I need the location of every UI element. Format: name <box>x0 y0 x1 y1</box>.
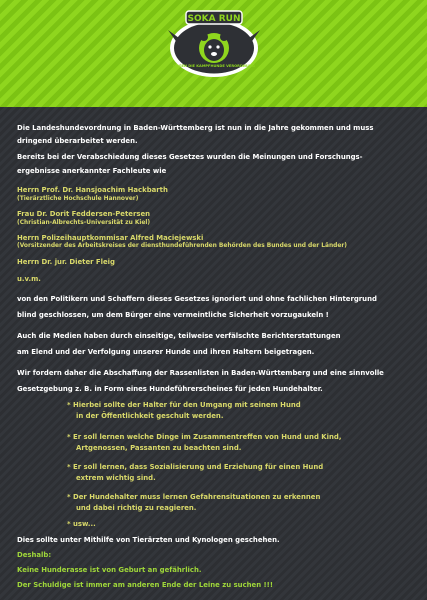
bullet-item-cont: und dabei richtig zu reagieren. <box>76 504 197 512</box>
closing-line1: Keine Hunderasse ist von Geburt an gefährlich. <box>17 566 202 574</box>
header-banner <box>0 0 427 107</box>
intro-p1-line2: dringend überarbeitet werden. <box>17 137 138 145</box>
demand-line1: Wir fordern daher die Abschaffung der Rassenlisten in Baden-Württemberg und eine sinnvolle <box>17 369 384 377</box>
media-line2: am Elend und der Verfolgung unserer Hunde und ihren Haltern beigetragen. <box>17 348 315 356</box>
bullet-item-cont: in der Öffentlichkeit geschult werden. <box>76 412 224 420</box>
bullet-item: * Hierbei sollte der Halter für den Umgang mit seinem Hund <box>67 401 301 409</box>
logo-name: SOKA RUN <box>187 14 241 24</box>
bullet-item: * Er soll lernen, dass Sozialisierung und Erziehung für einen Hund <box>67 463 324 471</box>
logo-tagline: GEGEN DIE KAMPFHUNDE VERORDNUNG <box>173 64 255 68</box>
uvm-text: u.v.m. <box>17 275 41 283</box>
intro-p2-line2: ergebnisse anerkannter Fachleute wie <box>17 167 167 175</box>
bullet-item: * usw... <box>67 520 96 528</box>
media-line1: Auch die Medien haben durch einseitige, teilweise verfälschte Berichterstattungen <box>17 332 341 340</box>
expert-detail: (Vorsitzender des Arbeitskreises der diensthundeführenden Behörden des Bundes und der Länder) <box>17 243 347 249</box>
deshalb-label: Deshalb: <box>17 551 52 559</box>
bullet-item-cont: extrem wichtig sind. <box>76 474 156 482</box>
closing-line2: Der Schuldige ist immer am anderen Ende der Leine zu suchen !!! <box>17 581 273 589</box>
expert-name: Frau Dr. Dorit Feddersen-Petersen <box>17 210 151 218</box>
bullet-item: * Der Hundehalter muss lernen Gefahrensituationen zu erkennen <box>67 493 321 501</box>
expert-detail: (Christian-Albrechts-Universität zu Kiel) <box>17 220 151 226</box>
bullet-item-cont: Artgenossen, Passanten zu beachten sind. <box>76 444 242 452</box>
intro-p2-line1: Bereits bei der Verabschiedung dieses Gesetzes wurden die Meinungen und Forschungs- <box>17 153 363 161</box>
intro-p1-line1: Die Landeshundevordnung in Baden-Württemberg ist nun in die Jahre gekommen und muss <box>17 124 374 132</box>
expert-name: Herrn Dr. jur. Dieter Fleig <box>17 258 115 266</box>
soka-run-logo <box>164 8 264 82</box>
ignored-line1: von den Politikern und Schaffern dieses Gesetzes ignoriert und ohne fachlichen Hintergrund <box>17 295 377 303</box>
demand-line2: Gesetzgebung z. B. in Form eines Hundeführerscheines für jeden Hundehalter. <box>17 385 323 393</box>
expert-name: Herrn Polizeihauptkommisar Alfred Maciejewski <box>17 234 204 242</box>
help-line: Dies sollte unter Mithilfe von Tierärzten und Kynologen geschehen. <box>17 536 280 544</box>
expert-detail: (Tierärztliche Hochschule Hannover) <box>17 196 139 202</box>
ignored-line2: blind geschlossen, um dem Bürger eine vermeintliche Sicherheit vorzugaukeln ! <box>17 311 329 319</box>
bullet-item: * Er soll lernen welche Dinge im Zusammentreffen von Hund und Kind, <box>67 433 342 441</box>
expert-name: Herrn Prof. Dr. Hansjoachim Hackbarth <box>17 186 168 194</box>
